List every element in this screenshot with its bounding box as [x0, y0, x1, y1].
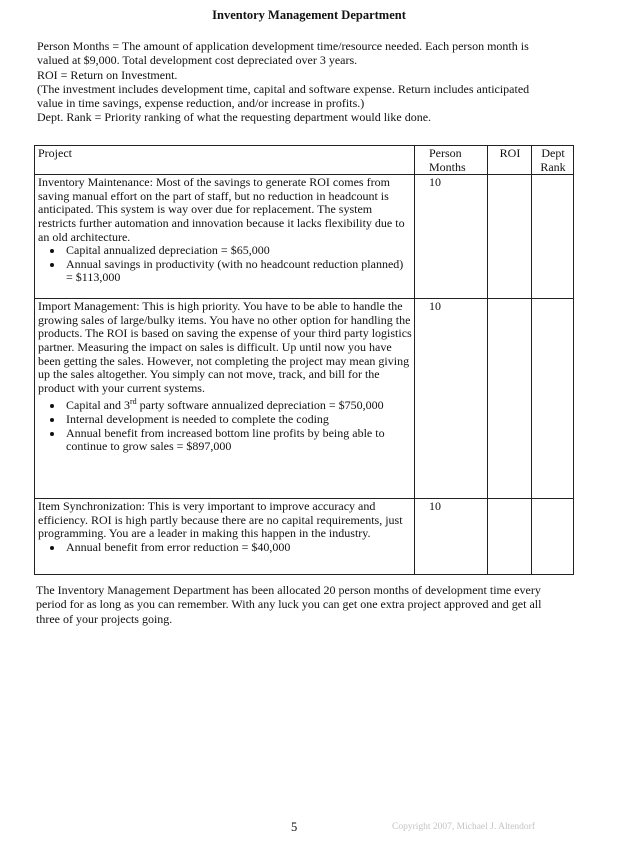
allocation-paragraph: The Inventory Management Department has been allocated 20 person months of development time every period for as long as you can remember. With any luck you can get one extra project approved and get all three of your projects going.	[36, 583, 542, 626]
roi-cell	[488, 499, 532, 575]
bullet-item: • Annual benefit from increased bottom line profits by being able to continue to grow sales = $897,000	[64, 427, 412, 454]
header-person-months	[415, 146, 488, 175]
definition-investment-note: (The investment includes development time, capital and software expense. Return includes anticipated value in time savings, expense reduction, and/or increase in profits.)	[37, 81, 530, 111]
header-rank-line2: Rank	[540, 159, 566, 174]
project-description	[35, 299, 415, 499]
header-person-months-line2: Months	[429, 159, 466, 174]
bullet-item: • Capital annualized depreciation = $65,000	[64, 244, 412, 258]
project-bullets	[38, 541, 412, 555]
definitions	[37, 39, 557, 125]
table-row	[35, 299, 574, 499]
project-text: Item Synchronization: This is very important to improve accuracy and efficiency. ROI is high partly because there are no capital requirements, just programming. You are a leader in making this happen in the industry.	[38, 499, 403, 541]
page-title: Inventory Management Department	[212, 8, 406, 22]
project-description	[35, 175, 415, 299]
header-project: Project	[35, 146, 415, 175]
header-dept-rank	[532, 146, 574, 175]
rank-cell	[532, 175, 574, 299]
project-bullets	[38, 244, 412, 285]
copyright-notice: Copyright 2007, Michael J. Altendorf	[392, 822, 536, 832]
person-months-cell: 10	[415, 499, 488, 575]
person-months-cell: 10	[415, 299, 488, 499]
table-row	[35, 499, 574, 575]
header-person-months-line1: Person	[429, 146, 462, 160]
bullet-item: • Internal development is needed to complete the coding	[64, 413, 412, 427]
rank-cell	[532, 299, 574, 499]
header-rank-line1: Dept	[541, 146, 565, 160]
page-number: 5	[291, 820, 298, 834]
project-text: Inventory Maintenance: Most of the savings to generate ROI comes from saving manual effort on the part of staff, but no reduction in headcount is anticipated. This system is way over due for replacement. The system restricts further automation and innovation because it lacks flexibility due to an old architecture.	[38, 175, 405, 244]
definition-roi: ROI = Return on Investment.	[37, 67, 178, 82]
table-header-row	[35, 146, 574, 175]
project-text: Import Management: This is high priority. You have to be able to handle the growing sales of large/bulky items. You have no other option for handling the products. The ROI is based on saving the expense of your third party logistics partner. Measuring the impact on sales is difficult. Up until now you have been getting the sales. However, not completing the project may mean giving up the sales altogether. You simply can not move, track, and bill for the product with your current systems.	[38, 299, 412, 395]
definition-dept-rank: Dept. Rank = Priority ranking of what the requesting department would like done.	[37, 110, 432, 125]
bullet-item: • Annual benefit from error reduction = $40,000	[64, 541, 412, 555]
header-roi: ROI	[488, 146, 532, 175]
definition-person-months: Person Months = The amount of application development time/resource needed. Each person month is valued at $9,000. Total development cost depreciated over 3 years.	[37, 39, 529, 68]
roi-cell	[488, 299, 532, 499]
rank-cell	[532, 499, 574, 575]
project-description	[35, 499, 415, 575]
table-row	[35, 175, 574, 299]
roi-cell	[488, 175, 532, 299]
person-months-cell: 10	[415, 175, 488, 299]
bullet-item: • Annual savings in productivity (with no headcount reduction planned) = $113,000	[64, 258, 412, 285]
bullet-item: • Capital and 3rd party software annualized depreciation = $750,000	[64, 395, 412, 413]
project-bullets	[38, 395, 412, 453]
project-table	[34, 145, 574, 575]
